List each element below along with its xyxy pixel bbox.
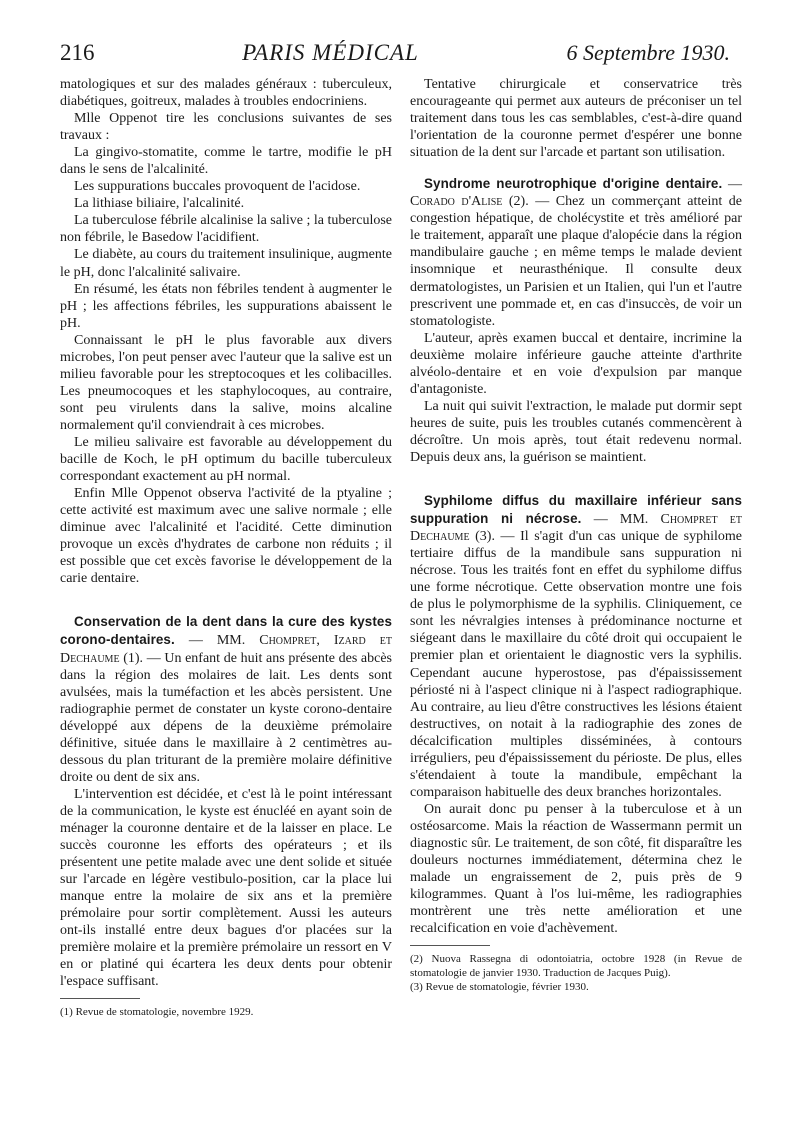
paragraph: Connaissant le pH le plus favorable aux divers microbes, l'on peut penser avec l'auteur que la salive est un milieu favorable pour les streptocoques et les colibacilles. Les pneumocoques et les staphylocoques, au contraire, sont peu virulents dans la salive, moins alcaline normalement qu'il conviendrait à ces microbes. [60, 332, 392, 433]
section-syphilome [410, 492, 742, 801]
paragraph: On aurait donc pu penser à la tuberculose et à un ostéosarcome. Mais la réaction de Wassermann permit un diagnostic sûr. Le traitement, de son côté, fit disparaître les douleurs nocturnes immédiatement, détermina chez le malade un engraissement de 2, puis près de 9 kilogrammes. Quant à l'os lui-même, les radiographies montrèrent une très nette amélioration et une recalcification en voie d'achèvement. [410, 801, 742, 937]
section-conservation [60, 613, 392, 785]
left-column [60, 76, 392, 1019]
section-authors: — Corado d'Alise (2). [410, 177, 742, 210]
page-number: 216 [60, 40, 95, 65]
paragraph: Les suppurations buccales provoquent de l'acidose. [74, 179, 361, 195]
section-authors: — MM. Chompret, Izard et Dechaume (1). [60, 633, 392, 666]
paragraph: L'auteur, après examen buccal et dentaire, incrimine la deuxième molaire inférieure gauche atteinte d'arthrite alvéolo-dentaire et en voie d'expulsion par manque d'antagoniste. [410, 330, 742, 397]
paragraph: En résumé, les états non fébriles tendent à augmenter le pH ; les affections fébriles, les suppurations abaissent le pH. [60, 281, 392, 331]
section-text: — Chez un commerçant atteint de congestion hépatique, de cholécystite et très amélioré par le traitement, apparaît une plaque d'alopécie dans la région mandibulaire gauche ; en même temps le malade devient insomnique et neurasthénique. Il consulte deux dermatologistes, un Parisien et un Italien, qui l'un et l'autre prescrivent une pommade et, en cas d'insuccès, de voir un stomatologiste. [410, 194, 743, 329]
footnote-3: (3) Revue de stomatologie, février 1930. [410, 981, 589, 994]
footnote-rule [60, 998, 140, 999]
paragraph: L'intervention est décidée, et c'est là le point intéressant de la communication, le kyste est énucléé en ayant soin de ménager la couronne dentaire et de la laisser en place. Le succès couronne les efforts des opérateurs ; et ils présentent une petite malade avec une dent solide et située sur l'arcade en légère vestibulo-position, car la place lui manque entre la molaire de six ans et la première prémolaire pour sortir complètement. Aussi les auteurs ont-ils installé entre deux bagues d'or placées sur la première molaire et la première prémolaire un ressort en V en or platiné qui écartera les deux dents pour obtenir l'espace suffisant. [60, 786, 392, 990]
paragraph: La tuberculose fébrile alcalinise la salive ; la tuberculose non fébrile, le Basedow l'acidifient. [60, 213, 392, 246]
section-heading: Syphilome diffus du maxillaire inférieur sans suppuration ni nécrose. [410, 493, 742, 527]
section-heading: Syndrome neurotrophique d'origine dentaire. [424, 176, 723, 192]
issue-date: 6 Septembre 1930. [566, 40, 730, 65]
section-text: — Il s'agit d'un cas unique de syphilome tertiaire diffus de la mandibule sans suppuration ni nécrose. Tous les traités font en effet du syphilome diffus une forme nécrotique. Cette observation montre une fois de plus le polymorphisme de la syphilis. Cliniquement, ce sont les névralgies intenses à prédominance nocturne et siégeant dans le maxillaire du côté droit qui occupaient le premier plan et orientaient le diagnostic vers la syphilis. Cependant aucune hyperostose, pas d'épaississement périosté ni à l'aspect clinique ni à l'aspect radiographique. Au contraire, au lieu d'être constructives les lésions étaient destructives, on notait à la radiographie des zones de décalcification multiples disséminées, à contours irréguliers, peu d'épaississement du périoste. De plus, elles s'étendaient à toute la mandibule, empêchant la comparaison habituelle des deux branches horizontales. [410, 529, 743, 800]
right-column [410, 76, 742, 994]
footnote-2: (2) Nuova Rassegna di odontoiatria, octobre 1928 (in Revue de stomatologie de janvier 1930. Traduction de Jacques Puig). [410, 953, 742, 980]
footnote-1: (1) Revue de stomatologie, novembre 1929. [60, 1006, 254, 1019]
journal-title: PARIS MÉDICAL [242, 40, 419, 65]
paragraph: Mlle Oppenot tire les conclusions suivantes de ses travaux : [60, 111, 392, 144]
paragraph: La lithiase biliaire, l'alcalinité. [74, 196, 245, 212]
paragraph: Enfin Mlle Oppenot observa l'activité de la ptyaline ; cette activité est maximum avec une salive normale ; elle diminue avec l'alcalinité et l'acidité. Cette diminution provoque un excès d'hydrates de carbone non réduits ; il est possible que cet excès favorise le développement de la carie dentaire. [60, 486, 392, 587]
paragraph: Le milieu salivaire est favorable au développement du bacille de Koch, le pH optimum du bacille tuberculeux correspondant exactement au pH normal. [60, 434, 392, 485]
section-heading: Conservation de la dent dans la cure des kystes corono-dentaires. [60, 614, 392, 648]
section-text: — Un enfant de huit ans présente des abcès dans la région des molaires de lait. Les dents sont avulsées, mais la tuméfaction et les abcès persistent. Une radiographie permet de constater un kyste corono-dentaire développé aux dépens de la deuxième prémolaire définitive, située dans le maxillaire à 2 centimètres au-dessous du plan triturant de la première molaire définitive droite ou dent de six ans. [60, 650, 393, 785]
paragraph: La nuit qui suivit l'extraction, le malade put dormir sept heures de suite, puis les troubles cutanés commencèrent à décroître. Un mois après, tout était redevenu normal. Depuis deux ans, la guérison se maintient. [410, 398, 742, 465]
paragraph: Le diabète, au cours du traitement insulinique, augmente le pH, donc l'alcalinité salivaire. [60, 247, 392, 280]
page-header [60, 40, 730, 72]
paragraph: Tentative chirurgicale et conservatrice très encourageante qui permet aux auteurs de préconiser un tel traitement dans tous les cas semblables, c'est-à-dire quand l'orientation de la couronne permet d'espérer une bonne situation de la dent sur l'arcade et partant son utilisation. [410, 77, 742, 161]
footnote-rule [410, 945, 490, 946]
paragraph: matologiques et sur des malades généraux : tuberculeux, diabétiques, goitreux, malades à troubles endocriniens. [60, 77, 392, 110]
paragraph: La gingivo-stomatite, comme le tartre, modifie le pH dans le sens de l'alcalinité. [60, 145, 392, 178]
section-authors: — MM. Chompret et Dechaume (3). [410, 512, 743, 545]
section-syndrome [410, 175, 742, 329]
